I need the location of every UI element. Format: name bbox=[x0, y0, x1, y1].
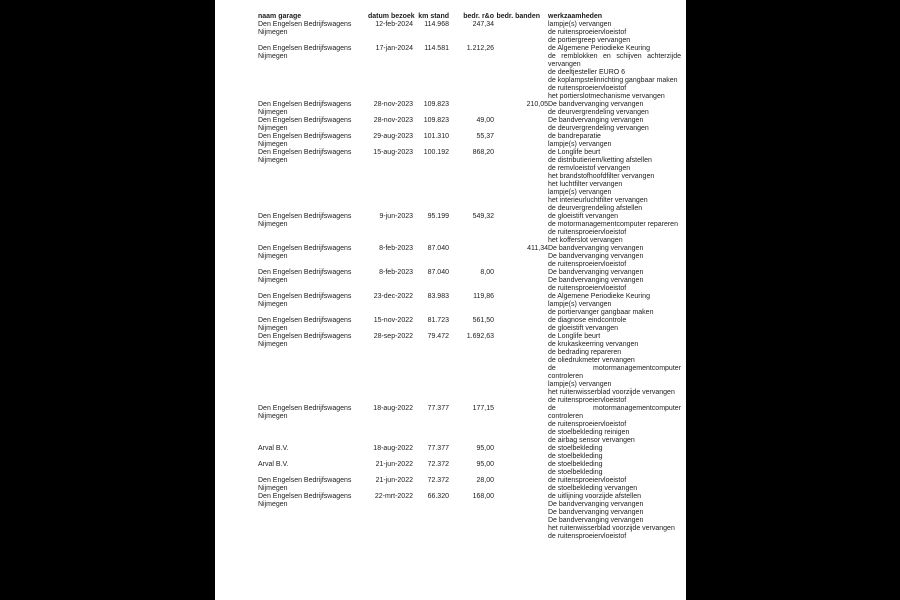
cell-km-stand: 77.377 bbox=[427, 405, 449, 412]
cell-km-stand: 79.472 bbox=[427, 333, 449, 340]
werk-item: de koplampstelinrichting gangbaar maken bbox=[548, 77, 678, 84]
cell-bedr-ro bbox=[449, 101, 494, 109]
werk-item: de distributieriem/ketting afstellen bbox=[548, 157, 652, 164]
cell-bedr-banden bbox=[494, 293, 548, 301]
cell-bedr-banden: 210,05 bbox=[526, 101, 548, 108]
cell-datum-bezoek: 15-nov-2022 bbox=[373, 317, 413, 324]
cell-naam-garage: Den Engelsen Bedrijfswagens Nijmegen bbox=[258, 133, 352, 148]
cell-datum-bezoek: 9-jun-2023 bbox=[379, 213, 413, 220]
werk-item: de Longlife beurt bbox=[548, 149, 601, 156]
werk-item: de Longlife beurt bbox=[548, 333, 601, 340]
cell-werkzaamheden bbox=[548, 101, 681, 117]
cell-km-stand: 114.581 bbox=[424, 45, 449, 52]
cell-bedr-banden bbox=[494, 149, 548, 157]
cell-datum-bezoek: 21-jun-2022 bbox=[375, 461, 413, 468]
cell-bedr-banden bbox=[494, 333, 548, 341]
cell-bedr-ro: 549,32 bbox=[472, 213, 494, 220]
werk-item: de ruitensproeiervloeistof bbox=[548, 285, 627, 292]
werk-item: de stoelbekleding bbox=[548, 469, 603, 476]
letterbox-right bbox=[686, 0, 900, 600]
cell-werkzaamheden bbox=[548, 333, 681, 405]
cell-km-stand: 87.040 bbox=[427, 245, 449, 252]
werk-item: de portiervanger gangbaar maken bbox=[548, 309, 654, 316]
cell-bedr-ro: 49,00 bbox=[476, 117, 494, 124]
werk-item: de stoelbekleding reinigen bbox=[548, 429, 630, 436]
werk-item: de ruitensproeiervloeistof bbox=[548, 229, 627, 236]
maintenance-history-document bbox=[215, 0, 686, 600]
table-row bbox=[258, 293, 681, 317]
werk-item: de Algemene Periodieke Keuring bbox=[548, 293, 650, 300]
cell-bedr-ro: 247,34 bbox=[472, 21, 494, 28]
cell-werkzaamheden bbox=[548, 133, 681, 149]
cell-bedr-banden bbox=[494, 117, 548, 125]
cell-bedr-ro: 868,20 bbox=[472, 149, 494, 156]
cell-bedr-ro: 177,15 bbox=[472, 405, 494, 412]
cell-datum-bezoek: 8-feb-2023 bbox=[379, 245, 413, 252]
cell-werkzaamheden bbox=[548, 317, 681, 333]
werk-item: de airbag sensor vervangen bbox=[548, 437, 635, 444]
table-row bbox=[258, 133, 681, 149]
cell-naam-garage: Den Engelsen Bedrijfswagens Nijmegen bbox=[258, 493, 352, 508]
werk-item: De bandvervanging vervangen bbox=[548, 501, 644, 508]
werk-item: het luchtfilter vervangen bbox=[548, 181, 623, 188]
cell-datum-bezoek: 28-sep-2022 bbox=[373, 333, 413, 340]
cell-km-stand: 114.968 bbox=[424, 21, 449, 28]
cell-km-stand: 66.320 bbox=[427, 493, 449, 500]
cell-naam-garage: Den Engelsen Bedrijfswagens Nijmegen bbox=[258, 101, 352, 116]
cell-naam-garage: Den Engelsen Bedrijfswagens Nijmegen bbox=[258, 21, 352, 36]
werk-item: de motormanagementcomputer controleren bbox=[548, 405, 681, 420]
werk-item: de gloeistift vervangen bbox=[548, 325, 619, 332]
col-header-naam-garage: naam garage bbox=[258, 13, 302, 20]
col-header-km-stand: km stand bbox=[418, 13, 449, 20]
werk-item: De bandvervanging vervangen bbox=[548, 245, 644, 252]
cell-werkzaamheden bbox=[548, 45, 681, 101]
cell-datum-bezoek: 22-mrt-2022 bbox=[374, 493, 413, 500]
werk-item: de bandreparatie bbox=[548, 133, 601, 140]
cell-naam-garage: Den Engelsen Bedrijfswagens Nijmegen bbox=[258, 317, 352, 332]
cell-naam-garage: Den Engelsen Bedrijfswagens Nijmegen bbox=[258, 477, 352, 492]
table-row bbox=[258, 269, 681, 293]
werk-item: de deurvergrendeling vervangen bbox=[548, 109, 649, 116]
cell-werkzaamheden bbox=[548, 445, 681, 461]
cell-werkzaamheden bbox=[548, 149, 681, 213]
werk-item: De bandvervanging vervangen bbox=[548, 253, 644, 260]
werk-item: de motormanagementcomputer repareren bbox=[548, 221, 678, 228]
cell-werkzaamheden bbox=[548, 477, 681, 493]
table-row bbox=[258, 45, 681, 101]
cell-bedr-banden bbox=[494, 405, 548, 413]
werk-item: de deeltjesteller EURO 6 bbox=[548, 69, 626, 76]
werk-item: de deurvergrendeling vervangen bbox=[548, 125, 649, 132]
cell-bedr-ro: 168,00 bbox=[472, 493, 494, 500]
werk-item: lampje(s) vervangen bbox=[548, 189, 612, 196]
table-row bbox=[258, 405, 681, 445]
werk-item: de deurvergrendeling afstellen bbox=[548, 205, 643, 212]
cell-datum-bezoek: 12-feb-2024 bbox=[375, 21, 413, 28]
col-header-bedr-ro: bedr. r&o bbox=[463, 13, 494, 20]
werk-item: de ruitensproeiervloeistof bbox=[548, 421, 627, 428]
werk-item: de stoelbekleding bbox=[548, 461, 603, 468]
table-row bbox=[258, 21, 681, 45]
cell-km-stand: 101.310 bbox=[423, 133, 449, 140]
werk-item: de stoelbekleding bbox=[548, 445, 603, 452]
cell-naam-garage: Arval B.V. bbox=[258, 461, 289, 468]
table-row bbox=[258, 149, 681, 213]
cell-km-stand: 109.823 bbox=[423, 101, 449, 108]
werk-item: de uitlijning voorzijde afstellen bbox=[548, 493, 641, 500]
cell-bedr-banden bbox=[494, 317, 548, 325]
cell-km-stand: 87.040 bbox=[427, 269, 449, 276]
werk-item: de ruitensproeiervloeistof bbox=[548, 477, 627, 484]
cell-bedr-ro: 1.212,26 bbox=[466, 45, 494, 52]
cell-km-stand: 95.199 bbox=[427, 213, 449, 220]
cell-datum-bezoek: 18-aug-2022 bbox=[373, 405, 413, 412]
cell-werkzaamheden bbox=[548, 405, 681, 445]
werk-item: de bedrading repareren bbox=[548, 349, 622, 356]
cell-bedr-banden bbox=[494, 445, 548, 453]
werk-item: de stoelbekleding bbox=[548, 453, 603, 460]
table-row bbox=[258, 317, 681, 333]
col-header-werkzaamheden: werkzaamheden bbox=[548, 13, 603, 20]
table-row bbox=[258, 117, 681, 133]
cell-km-stand: 109.823 bbox=[423, 117, 449, 124]
cell-werkzaamheden bbox=[548, 493, 681, 541]
col-header-bedr-banden: bedr. banden bbox=[496, 13, 540, 20]
cell-datum-bezoek: 29-aug-2023 bbox=[373, 133, 413, 140]
werk-item: De bandvervanging vervangen bbox=[548, 509, 644, 516]
cell-datum-bezoek: 15-aug-2023 bbox=[373, 149, 413, 156]
table-row bbox=[258, 477, 681, 493]
werk-item: de ruitensproeiervloeistof bbox=[548, 533, 627, 540]
werk-item: het brandstofhoofdfilter vervangen bbox=[548, 173, 655, 180]
cell-bedr-banden bbox=[494, 269, 548, 277]
cell-bedr-banden bbox=[494, 493, 548, 501]
werk-item: lampje(s) vervangen bbox=[548, 381, 612, 388]
werk-item: lampje(s) vervangen bbox=[548, 141, 612, 148]
table-row bbox=[258, 213, 681, 245]
werk-item: de ruitensproeiervloeistof bbox=[548, 29, 627, 36]
werk-item: de ruitensproeiervloeistof bbox=[548, 261, 627, 268]
cell-naam-garage: Den Engelsen Bedrijfswagens Nijmegen bbox=[258, 405, 352, 420]
table-row bbox=[258, 101, 681, 117]
werk-item: De bandvervanging vervangen bbox=[548, 117, 644, 124]
cell-datum-bezoek: 21-jun-2022 bbox=[375, 477, 413, 484]
werk-item: de oliedrukmeter vervangen bbox=[548, 357, 635, 364]
cell-km-stand: 100.192 bbox=[423, 149, 449, 156]
cell-bedr-banden bbox=[494, 461, 548, 469]
cell-bedr-ro bbox=[449, 245, 494, 253]
cell-datum-bezoek: 23-dec-2022 bbox=[373, 293, 413, 300]
cell-bedr-ro: 95,00 bbox=[476, 445, 494, 452]
cell-bedr-ro: 561,50 bbox=[472, 317, 494, 324]
cell-naam-garage: Den Engelsen Bedrijfswagens Nijmegen bbox=[258, 293, 352, 308]
cell-werkzaamheden bbox=[548, 293, 681, 317]
table-row bbox=[258, 445, 681, 461]
table-row bbox=[258, 333, 681, 405]
cell-naam-garage: Den Engelsen Bedrijfswagens Nijmegen bbox=[258, 245, 352, 260]
cell-werkzaamheden bbox=[548, 117, 681, 133]
werk-item: De bandvervanging vervangen bbox=[548, 277, 644, 284]
cell-werkzaamheden bbox=[548, 213, 681, 245]
werk-item: de ruitensproeiervloeistof bbox=[548, 397, 627, 404]
cell-naam-garage: Den Engelsen Bedrijfswagens Nijmegen bbox=[258, 117, 352, 132]
table-body bbox=[258, 21, 681, 541]
werk-item: de portiergreep vervangen bbox=[548, 37, 631, 44]
cell-bedr-ro: 28,00 bbox=[476, 477, 494, 484]
cell-km-stand: 81.723 bbox=[427, 317, 449, 324]
werk-item: de motormanagementcomputer controleren bbox=[548, 365, 681, 380]
cell-naam-garage: Den Engelsen Bedrijfswagens Nijmegen bbox=[258, 149, 352, 164]
cell-datum-bezoek: 28-nov-2023 bbox=[373, 101, 413, 108]
cell-bedr-banden bbox=[494, 21, 548, 29]
cell-bedr-banden: 411,34 bbox=[527, 245, 548, 252]
cell-bedr-banden bbox=[494, 133, 548, 141]
werk-item: de Algemene Periodieke Keuring bbox=[548, 45, 650, 52]
werk-item: lampje(s) vervangen bbox=[548, 21, 612, 28]
werk-item: de diagnose eindcontrole bbox=[548, 317, 627, 324]
cell-werkzaamheden bbox=[548, 21, 681, 45]
werk-item: het ruitenwisserblad voorzijde vervangen bbox=[548, 389, 675, 396]
cell-bedr-banden bbox=[494, 213, 548, 221]
werk-item: de remblokken en schijven achterzijde vervangen bbox=[548, 53, 681, 68]
cell-werkzaamheden bbox=[548, 245, 681, 269]
cell-werkzaamheden bbox=[548, 269, 681, 293]
cell-km-stand: 77.377 bbox=[427, 445, 449, 452]
cell-datum-bezoek: 28-nov-2023 bbox=[373, 117, 413, 124]
cell-bedr-ro: 95,00 bbox=[476, 461, 494, 468]
cell-km-stand: 72.372 bbox=[427, 461, 449, 468]
cell-naam-garage: Den Engelsen Bedrijfswagens Nijmegen bbox=[258, 213, 352, 228]
cell-bedr-banden bbox=[494, 477, 548, 485]
table-row bbox=[258, 461, 681, 477]
cell-bedr-banden bbox=[494, 45, 548, 53]
table-row bbox=[258, 493, 681, 541]
werk-item: De bandvervanging vervangen bbox=[548, 517, 644, 524]
cell-datum-bezoek: 8-feb-2023 bbox=[379, 269, 413, 276]
werk-item: de ruitensproeiervloeistof bbox=[548, 85, 627, 92]
cell-km-stand: 83.983 bbox=[427, 293, 449, 300]
werk-item: de krukaskeerring vervangen bbox=[548, 341, 639, 348]
werk-item: De bandvervanging vervangen bbox=[548, 101, 644, 108]
cell-bedr-ro: 8,00 bbox=[480, 269, 494, 276]
cell-werkzaamheden bbox=[548, 461, 681, 477]
werk-item: De bandvervanging vervangen bbox=[548, 269, 644, 276]
werk-item: de remvloeistof vervangen bbox=[548, 165, 631, 172]
cell-datum-bezoek: 17-jan-2024 bbox=[375, 45, 413, 52]
cell-naam-garage: Den Engelsen Bedrijfswagens Nijmegen bbox=[258, 45, 352, 60]
werk-item: de gloeistift vervangen bbox=[548, 213, 619, 220]
werk-item: het interieurluchtfilter vervangen bbox=[548, 197, 648, 204]
cell-bedr-ro: 119,86 bbox=[473, 293, 494, 300]
letterbox-left bbox=[0, 0, 215, 600]
werk-item: het portierslotmechanisme vervangen bbox=[548, 93, 665, 100]
cell-naam-garage: Den Engelsen Bedrijfswagens Nijmegen bbox=[258, 333, 352, 348]
werk-item: het kofferslot vervangen bbox=[548, 237, 623, 244]
col-header-datum-bezoek: datum bezoek bbox=[368, 13, 415, 20]
werk-item: de stoelbekleding vervangen bbox=[548, 485, 638, 492]
cell-datum-bezoek: 18-aug-2022 bbox=[373, 445, 413, 452]
werk-item: lampje(s) vervangen bbox=[548, 301, 612, 308]
werk-item: het ruitenwisserblad voorzijde vervangen bbox=[548, 525, 675, 532]
cell-bedr-ro: 1.692,63 bbox=[466, 333, 494, 340]
cell-bedr-ro: 55,37 bbox=[476, 133, 494, 140]
cell-naam-garage: Den Engelsen Bedrijfswagens Nijmegen bbox=[258, 269, 352, 284]
cell-naam-garage: Arval B.V. bbox=[258, 445, 289, 452]
table-header-row bbox=[258, 13, 681, 21]
table-row bbox=[258, 245, 681, 269]
cell-km-stand: 72.372 bbox=[427, 477, 449, 484]
